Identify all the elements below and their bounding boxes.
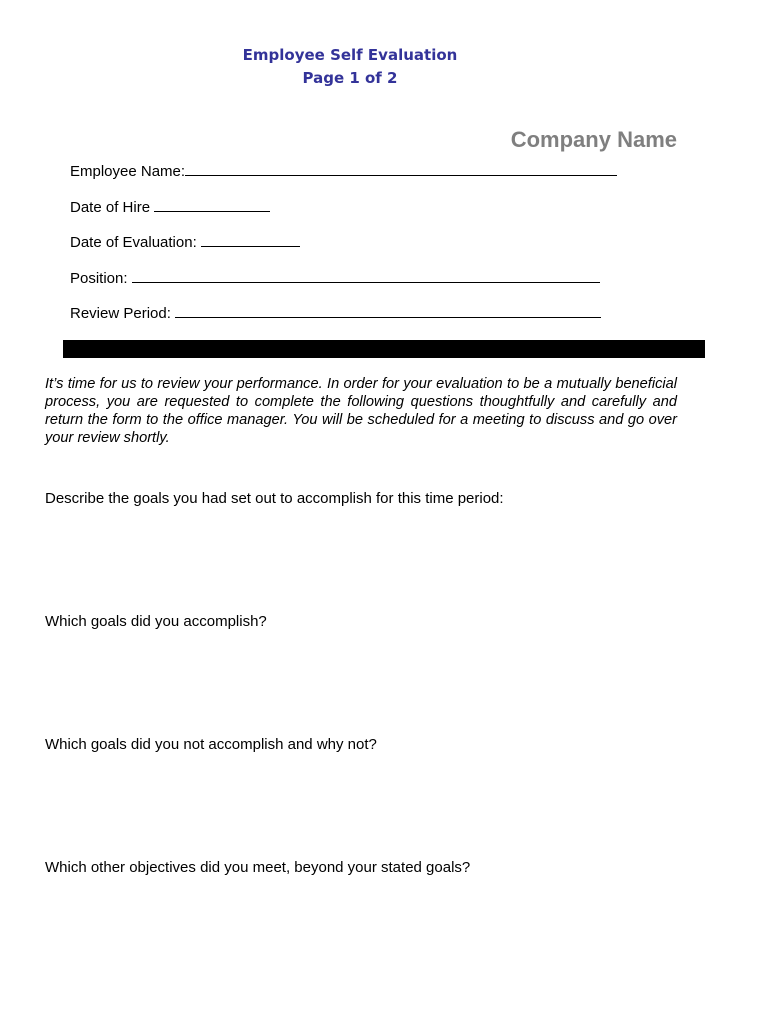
question-other-objectives: Which other objectives did you meet, beyond your stated goals? xyxy=(45,859,471,876)
date-of-hire-field xyxy=(70,197,270,216)
employee-name-field xyxy=(70,161,617,180)
document-header xyxy=(200,44,500,90)
position-blank[interactable] xyxy=(132,268,600,283)
document-title: Employee Self Evaluation xyxy=(242,46,458,64)
date-of-hire-label: Date of Hire xyxy=(70,199,151,216)
company-name: Company Name xyxy=(510,127,677,152)
review-period-field xyxy=(70,303,601,322)
review-period-label: Review Period: xyxy=(70,305,171,322)
date-of-evaluation-label: Date of Evaluation: xyxy=(70,234,197,251)
question-goals-accomplished: Which goals did you accomplish? xyxy=(45,613,267,630)
review-period-blank[interactable] xyxy=(175,303,601,318)
intro-paragraph: It’s time for us to review your performance. In order for your evaluation to be a mutually beneficial process, you are requested to complete the following questions thoughtfully and carefully and return the form to the office manager. You will be scheduled for a meeting to discuss and go over your review shortly. xyxy=(45,376,677,446)
employee-name-label: Employee Name: xyxy=(70,163,186,180)
question-goals-not-accomplished: Which goals did you not accomplish and why not? xyxy=(45,736,377,753)
date-of-evaluation-field xyxy=(70,232,300,251)
date-of-evaluation-blank[interactable] xyxy=(201,232,300,247)
position-field xyxy=(70,268,600,287)
position-label: Position: xyxy=(70,270,128,287)
employee-name-blank[interactable] xyxy=(185,161,617,176)
page-number-label: Page 1 of 2 xyxy=(302,69,398,87)
question-goals-set: Describe the goals you had set out to accomplish for this time period: xyxy=(45,490,504,507)
section-divider-bar xyxy=(63,340,705,358)
date-of-hire-blank[interactable] xyxy=(154,197,270,212)
